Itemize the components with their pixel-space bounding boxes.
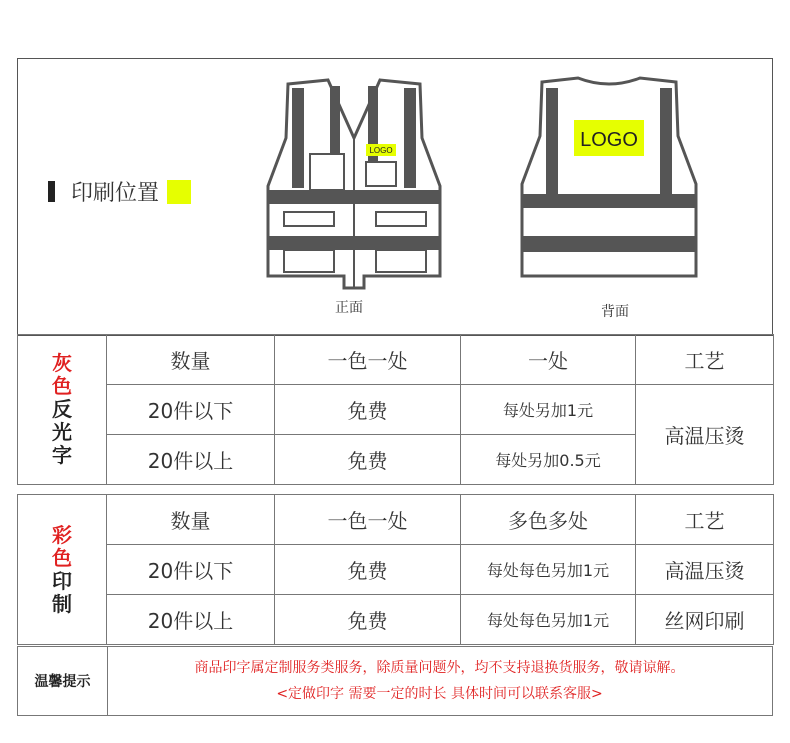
table-cell: 20件以下	[107, 385, 275, 435]
front-vest-image	[266, 78, 442, 294]
header-quantity: 数量	[107, 335, 275, 385]
table-cell: 免费	[275, 385, 461, 435]
gray-reflective-table	[17, 334, 774, 485]
table-cell: 20件以下	[107, 545, 275, 595]
header-one-color-one-spot: 一色一处	[275, 335, 461, 385]
gray-side-label-black: 反光字	[52, 397, 72, 467]
color-side-label-black: 印制	[52, 568, 72, 616]
gray-side-label-red: 灰色	[52, 351, 72, 398]
table-cell: 每处每色另加1元	[461, 545, 636, 595]
marker-bar	[48, 181, 55, 202]
front-caption: 正面	[335, 300, 363, 316]
header-one-color-one-spot: 一色一处	[275, 495, 461, 545]
header-process: 工艺	[636, 495, 774, 545]
print-position-title: 印刷位置	[71, 181, 160, 206]
notice-line-2: <定做印字 需要一定的时长 具体时间可以联系客服>	[276, 686, 603, 702]
table-cell: 免费	[275, 545, 461, 595]
color-print-table	[17, 494, 774, 645]
header-one-spot: 一处	[461, 335, 636, 385]
table-cell: 免费	[275, 595, 461, 645]
notice-text	[107, 647, 772, 715]
notice-label: 温馨提示	[18, 647, 108, 715]
gray-process-cell: 高温压烫	[636, 385, 774, 485]
header-multi-color-multi-spot: 多色多处	[461, 495, 636, 545]
table-cell: 每处另加0.5元	[461, 435, 636, 485]
print-position-label	[48, 176, 191, 207]
table-cell: 高温压烫	[636, 545, 774, 595]
color-side-label-red: 彩色	[52, 522, 72, 570]
back-logo-text: LOGO	[580, 129, 638, 151]
gray-side-label	[18, 335, 107, 485]
notice-line-1: 商品印字属定制服务类服务，除质量问题外，均不支持退换货服务，敬请谅解。	[194, 660, 685, 676]
header-quantity: 数量	[107, 495, 275, 545]
table-cell: 20件以上	[107, 595, 275, 645]
table-cell: 每处另加1元	[461, 385, 636, 435]
table-cell: 丝网印刷	[636, 595, 774, 645]
table-cell: 每处每色另加1元	[461, 595, 636, 645]
back-caption: 背面	[601, 304, 629, 320]
table-cell: 20件以上	[107, 435, 275, 485]
highlight-swatch	[167, 180, 191, 204]
front-logo-text: LOGO	[369, 146, 393, 155]
notice-box	[17, 646, 773, 716]
header-process: 工艺	[636, 335, 774, 385]
back-vest-image	[520, 76, 698, 284]
color-side-label	[18, 495, 107, 645]
table-cell: 免费	[275, 435, 461, 485]
